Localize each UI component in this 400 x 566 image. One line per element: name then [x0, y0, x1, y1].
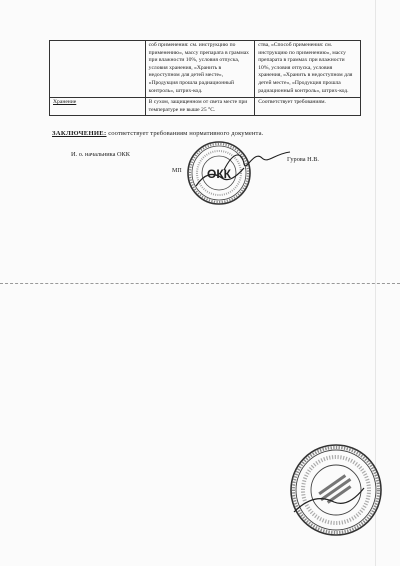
requirement-cell: соб применения: см. инструкцию по применению», массу препарата в граммах при влажности 10%, условия отпуска, условия хранения, «Хранить в недоступном для детей месте», «Продукция прошла радиационный контроль», штрих-код.: [145, 41, 255, 98]
requirement-cell: В сухом, защищенном от света месте при температуре не выше 25 °С.: [145, 98, 255, 116]
parameter-cell: [50, 41, 146, 98]
conclusion-label: ЗАКЛЮЧЕНИЕ:: [52, 130, 107, 137]
conclusion: [52, 130, 263, 137]
fold-line: [0, 283, 400, 284]
parameter-cell: [50, 98, 146, 116]
conclusion-text: соответствует требованиям нормативного документа.: [106, 130, 264, 137]
parameter-label: Хранение: [53, 99, 77, 105]
result-cell: ства, «Способ применения: см. инструкцию по применению», массу препарата в граммах при влажности 10%, условия отпуска, условия хранения, «Хранить в недоступном для детей месте», «Продукция прошла радиационный контроль», штрих-код.: [255, 41, 361, 98]
table-row: [50, 41, 361, 98]
official-round-seal: [288, 442, 384, 538]
stamp-center-text: ОКК: [207, 167, 231, 181]
seal-place-label: МП: [172, 168, 182, 174]
table-row: [50, 98, 361, 116]
specification-table: [49, 40, 361, 116]
signer-position: И. о. начальника ОКК: [71, 151, 130, 158]
signature-mark: [222, 146, 292, 176]
signer-name: Гурова Н.В.: [287, 156, 320, 163]
result-cell: Соответствует требованиям.: [255, 98, 361, 116]
